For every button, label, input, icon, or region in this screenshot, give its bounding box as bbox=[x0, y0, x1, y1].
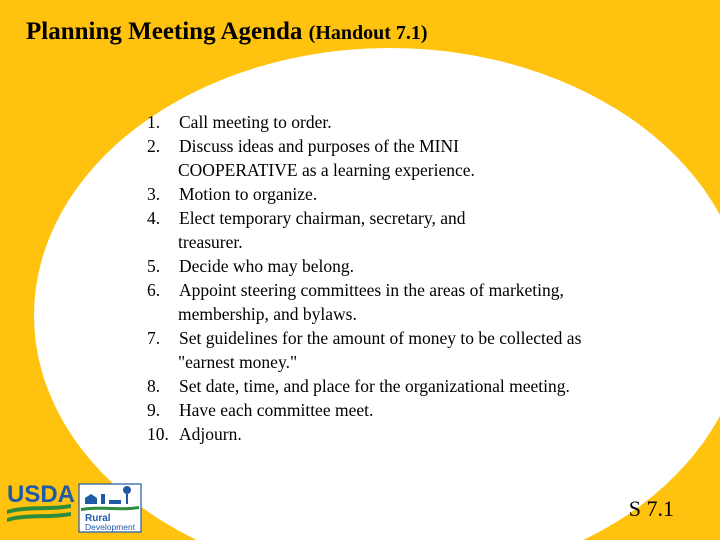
agenda-item-text: Adjourn. bbox=[179, 424, 242, 444]
agenda-item-text: Decide who may belong. bbox=[179, 256, 354, 276]
agenda-item bbox=[147, 110, 687, 134]
usda-rural-development-logo bbox=[5, 478, 145, 534]
development-text: Development bbox=[85, 522, 136, 532]
agenda-item-continuation bbox=[147, 230, 687, 254]
water-tower-icon bbox=[123, 486, 131, 494]
slide-number: S 7.1 bbox=[628, 496, 674, 521]
agenda-item-text: Appoint steering committees in the areas of marketing, bbox=[179, 280, 564, 300]
agenda-item-text: "earnest money." bbox=[178, 352, 298, 372]
agenda-item-text: Call meeting to order. bbox=[179, 112, 332, 132]
agenda-item-text: Set date, time, and place for the organizational meeting. bbox=[179, 376, 570, 396]
agenda-item-number: 1. bbox=[147, 112, 161, 132]
agenda-item bbox=[147, 254, 687, 278]
agenda-item-text: Motion to organize. bbox=[179, 184, 318, 204]
agenda-item-number: 6. bbox=[147, 280, 161, 300]
usda-wordmark: USDA bbox=[7, 481, 76, 508]
agenda-item bbox=[147, 134, 687, 158]
agenda-item-text: Set guidelines for the amount of money to be collected as bbox=[179, 328, 582, 348]
agenda-item bbox=[147, 278, 687, 302]
agenda-list bbox=[147, 110, 687, 446]
agenda-item bbox=[147, 398, 687, 422]
agenda-item-number: 3. bbox=[147, 184, 161, 204]
agenda-item-text: COOPERATIVE as a learning experience. bbox=[178, 160, 475, 180]
agenda-item-continuation bbox=[147, 302, 687, 326]
agenda-item bbox=[147, 182, 687, 206]
slide-title bbox=[26, 18, 428, 46]
rural-text: Rural bbox=[85, 513, 111, 524]
agenda-item-text: Elect temporary chairman, secretary, and bbox=[179, 208, 466, 228]
agenda-item-number: 10. bbox=[147, 424, 169, 444]
agenda-item-text: membership, and bylaws. bbox=[178, 304, 357, 324]
agenda-item bbox=[147, 326, 687, 350]
agenda-item-text: treasurer. bbox=[178, 232, 243, 252]
agenda-item bbox=[147, 422, 687, 446]
title-handout: (Handout 7.1) bbox=[308, 22, 428, 44]
agenda-item bbox=[147, 374, 687, 398]
agenda-item-number: 7. bbox=[147, 328, 161, 348]
agenda-item-continuation bbox=[147, 158, 687, 182]
title-main: Planning Meeting Agenda bbox=[26, 18, 303, 45]
usda-green-swoosh-lower bbox=[7, 512, 71, 522]
agenda-item-text: Have each committee meet. bbox=[179, 400, 374, 420]
agenda-item-continuation bbox=[147, 350, 687, 374]
agenda-item-number: 5. bbox=[147, 256, 161, 276]
agenda-item-text: Discuss ideas and purposes of the MINI bbox=[179, 136, 459, 156]
agenda-item-number: 2. bbox=[147, 136, 161, 156]
agenda-item bbox=[147, 206, 687, 230]
agenda-item-number: 9. bbox=[147, 400, 161, 420]
agenda-item-number: 4. bbox=[147, 208, 161, 228]
agenda-item-number: 8. bbox=[147, 376, 161, 396]
